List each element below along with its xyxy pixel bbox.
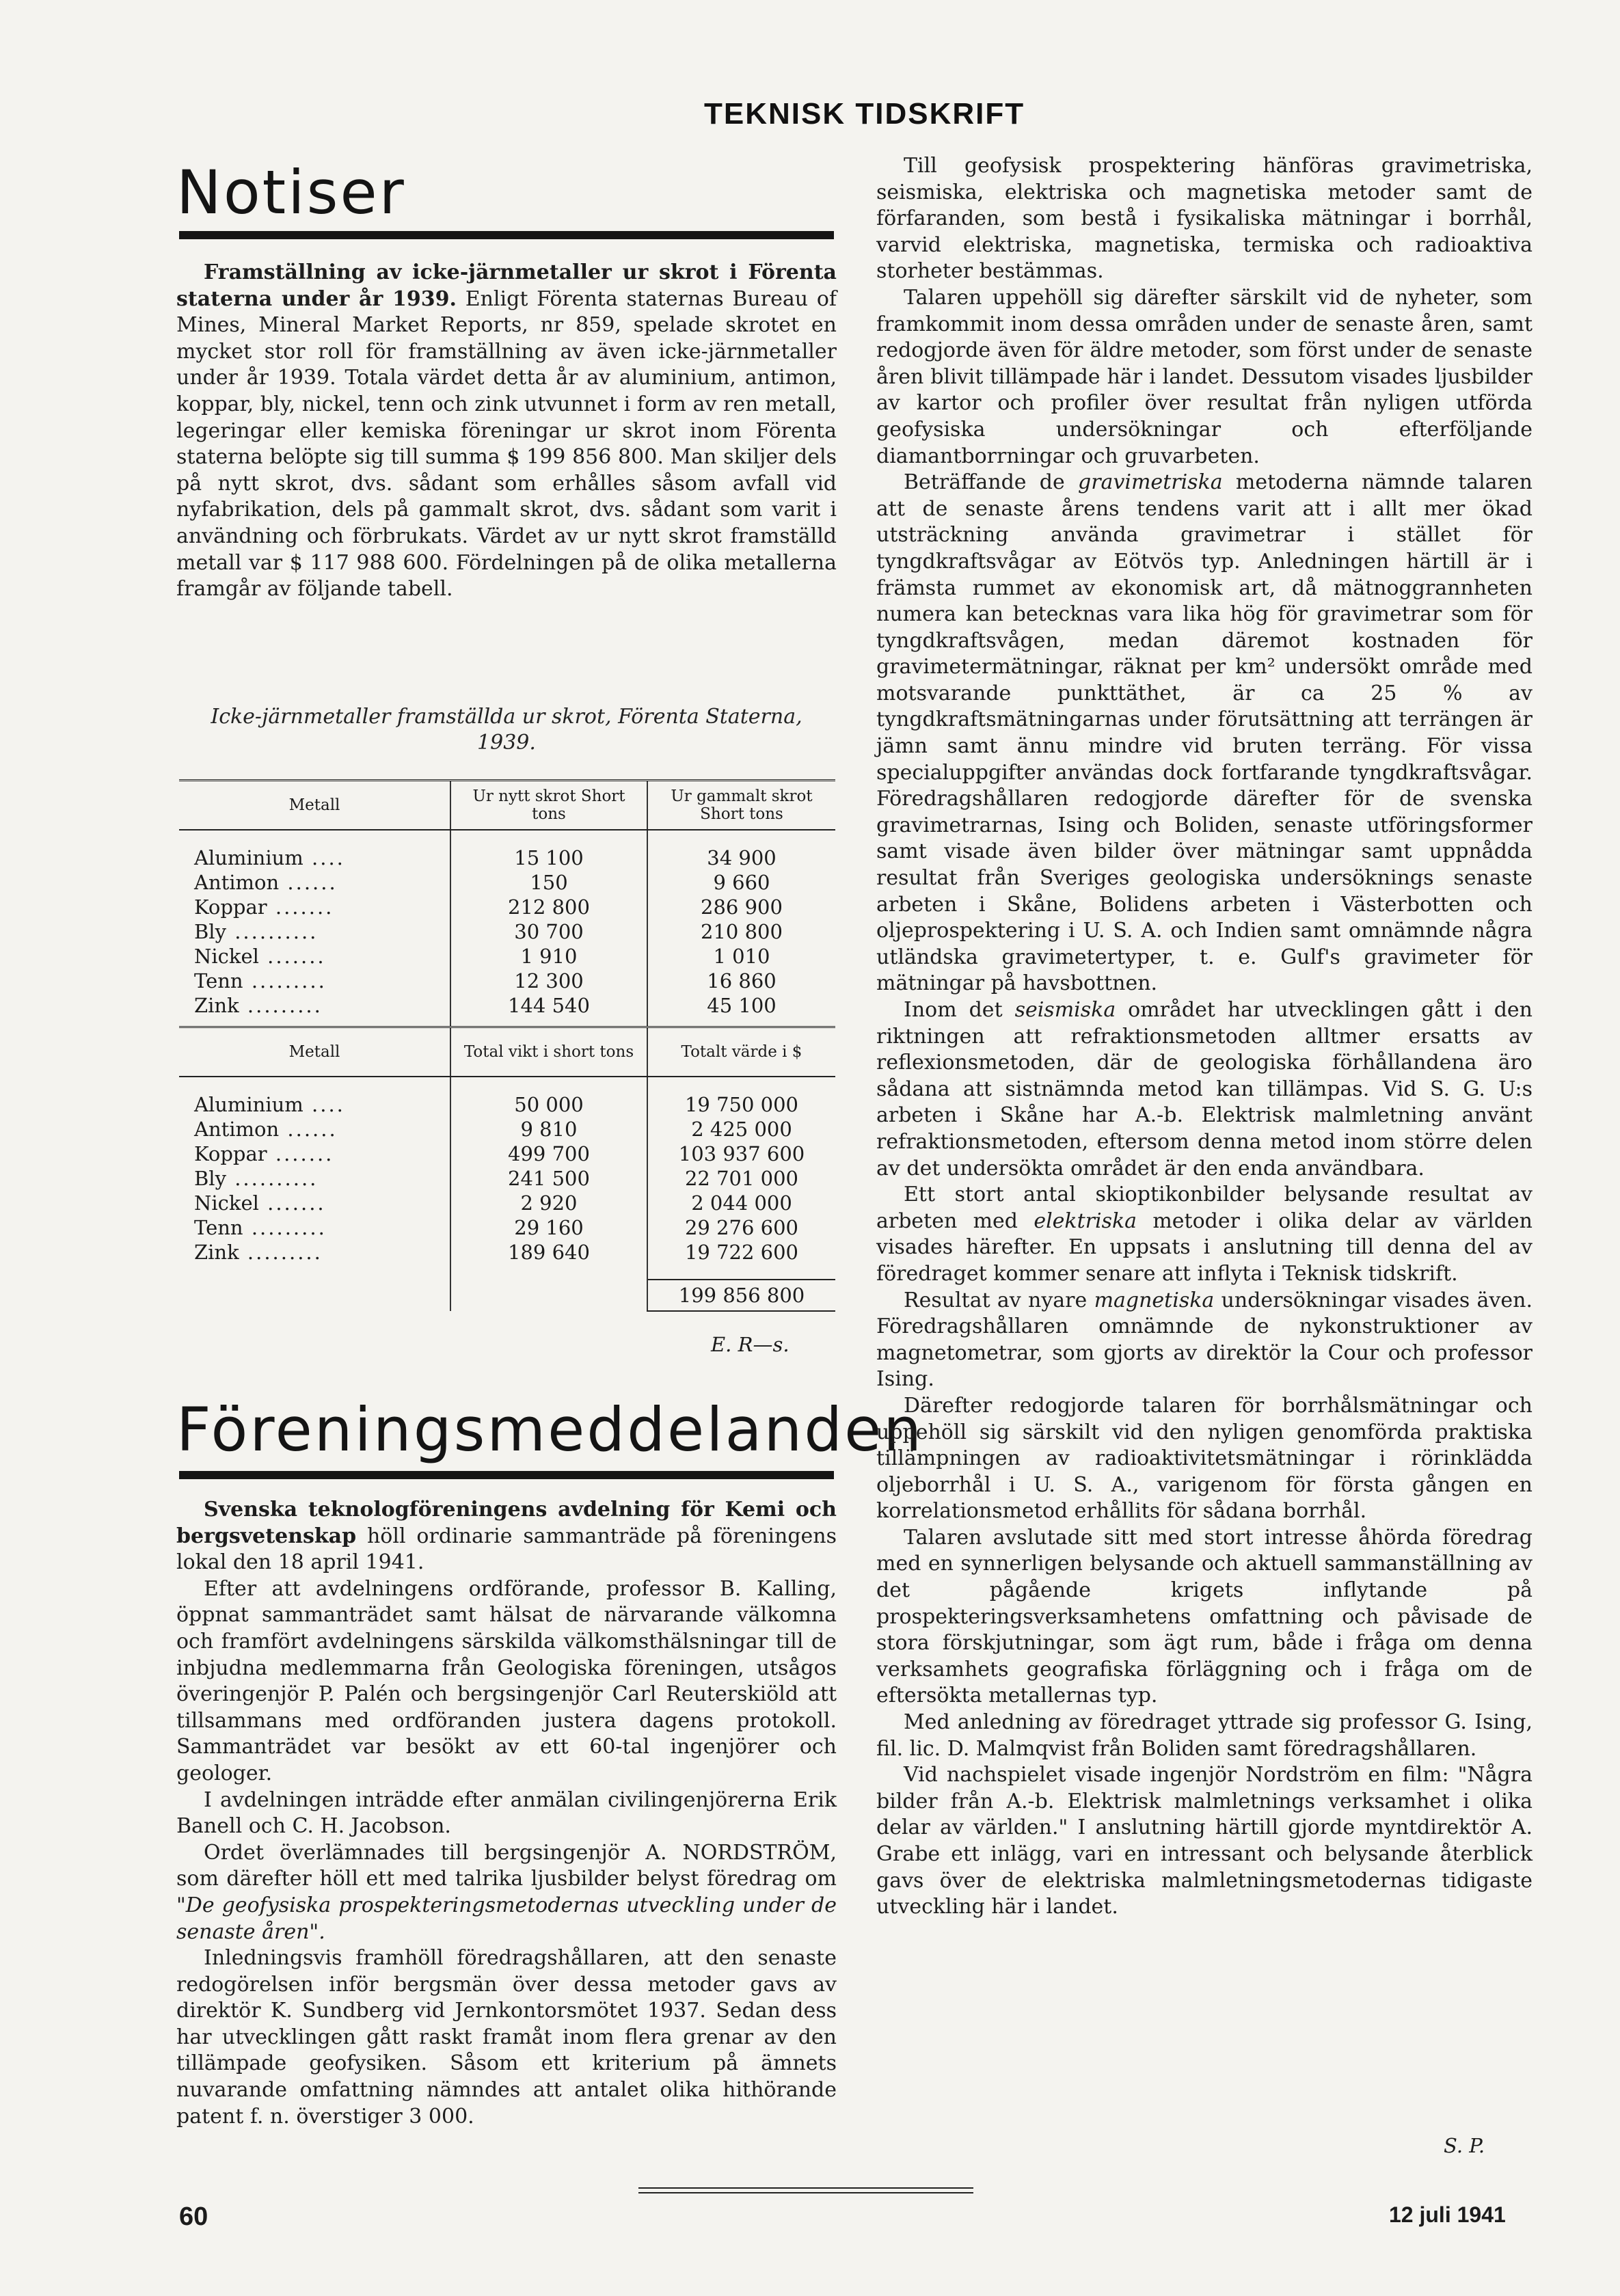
col-header-old-scrap: Ur gammalt skrot Short tons [647, 781, 835, 830]
right-paragraph-10: Vid nachspielet visade ingenjör Nordström en film: "Några bilder från A.-b. Elektrisk malmletnings verksamhet i olika delar av världen." I anslutning härtill gjorde myntdirektör A. Grabe ett inlägg, vari en intressant och belysande återblick gavs över de elektriska malmletningsmetodernas tidigaste utveckling här i landet. [876, 1763, 1533, 1919]
meeting-paragraph-1: Svenska teknologföreningens avdelning för Kemi och bergsvetenskap höll ordinarie sammanträde på föreningens lokal den 18 april 1941. [176, 1498, 837, 1575]
value-cell: 29 160 [450, 1215, 647, 1240]
right-paragraph-2: Talaren uppehöll sig därefter särskilt vid de nyheter, som framkommit inom dessa områden under de senaste åren, samt redogjorde även för äldre metoder, som först under de senaste åren blivit tillämpade här i landet. Dessutom visades ljusbilder av kartor och profiler över resultat från nyligen utförda geofysiska undersökningar och efterföljande diamantborrningar och gruvarbeten. [876, 285, 1533, 468]
lecture-title: "De geofysiska prospekteringsmetodernas utveckling under de senaste åren". [176, 1893, 837, 1944]
value-cell: 210 800 [647, 919, 835, 944]
value-cell: 50 000 [450, 1092, 647, 1117]
value-cell: 241 500 [450, 1166, 647, 1191]
foreningsmeddelanden-heading: Föreningsmeddelanden [176, 1394, 924, 1465]
article-meeting-continued [876, 153, 1533, 1921]
value-cell: 212 800 [450, 895, 647, 919]
table-row [179, 944, 835, 969]
col-header-metal-2: Metall [179, 1027, 450, 1077]
value-cell: 499 700 [450, 1142, 647, 1166]
value-cell: 16 860 [647, 969, 835, 993]
right-paragraph-8: Talaren avslutade sitt med stort intresse åhörda föredrag med en synnerligen belysande och aktuell sammanställning av det pågående krigets inflytande på prospekteringsverksamhetens omfattning och påvisade de stora förskjutningar, som ägt rum, både i fråga om denna verksamhets geografiska förläggning och i fråga om de eftersökta metallernas typ. [876, 1525, 1533, 1708]
right-paragraph-1: Till geofysisk prospektering hänföras gravimetriska, seismiska, elektriska och magnetiska metoder samt de förfaranden, som bestå i fysikaliska mätningar i borrhål, varvid elektriska, magnetiska, termiska och radioaktiva storheter bestämmas. [876, 154, 1533, 284]
value-cell: 19 722 600 [647, 1240, 835, 1265]
metal-name: Koppar ....... [194, 895, 334, 919]
metal-name: Nickel ....... [194, 1191, 326, 1215]
article-scrap-metals [176, 260, 837, 603]
page-number: 60 [179, 2202, 208, 2231]
signature-sp: S. P. [1444, 2134, 1485, 2157]
right-paragraph-6: Resultat av nyare magnetiska undersökningar visades även. Föredragshållaren omnämnde de nykonstruktioner av magnetometrar, som gjorts av direktör la Cour och professor Ising. [876, 1288, 1533, 1392]
right-paragraph-3: Beträffande de gravimetriska metoderna nämnde talaren att de senaste årens tendens varit att i allt mer ökad utsträckning använda gravimetrar i stället för tyngdkraftsvågar av Eötvös typ. Anledningen härtill är i främsta rummet av ekonomisk art, då mätnoggrannheten numera kan betecknas vara lika hög för gravimetrar som för tyngdkraftsvågen, medan däremot kostnaden för gravimetermätningar, räknat per km² undersökt område med motsvarande punkttäthet, är ca 25 % av tyngdkraftsmätningarnas under förutsättning att terrängen är jämn samt ännu mindre vid bruten terräng. För vissa specialuppgifter användas dock fortfarande tyngdkraftsvågar. Föredragshållaren redogjorde därefter för de svenska gravimetrarnas, Ising och Boliden, senaste utföringsformer samt visade även bilder över mätningar samt uppnådda resultat från Sveriges geologiska undersöknings senaste arbeten i Skåne, Bolidens arbeten i Västerbotten och oljeprospektering i U. S. A. och Indien samt omnämnde några utländska gravimetertyper, t. e. Gulf's gravimeter för mätningar på havsbottnen. [876, 470, 1533, 996]
footer-rule [638, 2187, 973, 2193]
value-cell: 12 300 [450, 969, 647, 993]
table-caption-line1: Icke-järnmetaller framställda ur skrot, Förenta Staterna, [211, 705, 802, 729]
table-row [179, 969, 835, 993]
value-cell: 2 920 [450, 1191, 647, 1215]
metal-name: Antimon ...... [194, 1118, 338, 1141]
table-row [179, 846, 835, 870]
value-cell: 1 910 [450, 944, 647, 969]
table-row [179, 919, 835, 944]
metal-name: Bly .......... [194, 1167, 319, 1190]
metal-name: Bly .......... [194, 920, 319, 943]
article-lead: Framställning av icke-järnmetaller ur skrot i Förenta staterna under år 1939. [176, 260, 837, 311]
value-cell: 30 700 [450, 919, 647, 944]
right-paragraph-5: Ett stort antal skioptikonbilder belysande resultat av arbeten med elektriska metoder i olika delar av världen visades härefter. En uppsats i anslutning till denna del av föredraget kommer senare att inflyta i Teknisk tidskrift. [876, 1183, 1533, 1286]
issue-date: 12 juli 1941 [1389, 2202, 1506, 2227]
value-cell: 22 701 000 [647, 1166, 835, 1191]
value-cell: 29 276 600 [647, 1215, 835, 1240]
metal-name: Zink ......... [194, 1241, 323, 1264]
value-cell: 189 640 [450, 1240, 647, 1265]
metal-name: Aluminium .... [194, 1093, 345, 1116]
table-row [179, 1166, 835, 1191]
metals-table [179, 779, 835, 1312]
meeting-paragraph-4: Ordet överlämnades till bergsingenjör A. NORDSTRÖM, som därefter höll ett med talrika ljusbilder belyst föredrag om "De geofysiska prospekteringsmetodernas utveckling under de senaste åren". [176, 1840, 837, 1944]
metal-name: Tenn ......... [194, 969, 327, 992]
value-cell: 2 044 000 [647, 1191, 835, 1215]
value-cell: 103 937 600 [647, 1142, 835, 1166]
table-row [179, 870, 835, 895]
table-row [179, 1240, 835, 1265]
metal-name: Antimon ...... [194, 871, 338, 894]
table-row [179, 1117, 835, 1142]
metal-name: Aluminium .... [194, 846, 345, 869]
article-text: Enligt Förenta staternas Bureau of Mines, Mineral Market Reports, nr 859, spelade skrotet en mycket stor roll för framställning av även icke-järnmetaller under år 1939. Totala värdet detta år av aluminium, antimon, koppar, bly, nickel, tenn och zink utvunnet i form av ren metall, legeringar eller kemiska föreningar ur skrot inom Förenta staterna belöpte sig till summa $ 199 856 800. Man skiljer dels på nytt skrot, dvs. sådant som erhålles såsom avfall vid nyfabrikation, dels på gammalt skrot, dvs. sådant som varit i användning och förbrukats. Värdet av ur nytt skrot framställd metall var $ 117 988 600. Fördelningen på de olika metallerna framgår av följande tabell. [176, 286, 837, 602]
value-cell: 34 900 [647, 846, 835, 870]
value-cell: 144 540 [450, 993, 647, 1018]
metal-name: Koppar ....... [194, 1142, 334, 1165]
value-cell: 45 100 [647, 993, 835, 1018]
value-cell: 9 810 [450, 1117, 647, 1142]
col-header-new-scrap: Ur nytt skrot Short tons [450, 781, 647, 830]
value-cell: 15 100 [450, 846, 647, 870]
meeting-paragraph-3: I avdelningen inträdde efter anmälan civilingenjörerna Erik Banell och C. H. Jacobson. [176, 1787, 837, 1839]
table-row [179, 993, 835, 1018]
right-paragraph-7: Därefter redogjorde talaren för borrhålsmätningar och uppehöll sig särskilt vid den nyligen genomförda praktiska tillämpningen av radioaktivitetsmätningar i rörinklädda oljeborrhål i U. S. A., varigenom för första gången en korrelationsmetod erhållits för sådana borrhål. [876, 1393, 1533, 1524]
article-meeting [176, 1497, 837, 2130]
col-header-metal: Metall [179, 781, 450, 830]
meeting-paragraph-5: Inledningsvis framhöll föredragshållaren, att den senaste redogörelsen inför bergsmän över dessa metoder gavs av direktör K. Sundberg vid Jernkontorsmötet 1937. Sedan dess har utvecklingen gått raskt framåt inom flera grenar av den tillämpade geofysiken. Såsom ett kriterium på ämnets nuvarande omfattning nämndes att antalet olika hithörande patent f. n. överstiger 3 000. [176, 1946, 837, 2129]
meeting-lead: Svenska teknologföreningens avdelning för Kemi och bergsvetenskap [176, 1498, 837, 1548]
value-cell: 9 660 [647, 870, 835, 895]
table-row [179, 1092, 835, 1117]
value-cell: 19 750 000 [647, 1092, 835, 1117]
table-row [179, 895, 835, 919]
table-row [179, 1215, 835, 1240]
meeting-paragraph-2: Efter att avdelningens ordförande, professor B. Kalling, öppnat sammanträdet samt hälsat de närvarande välkomna och framfört avdelningens särskilda välkomsthälsningar till de inbjudna medlemmarna från Geologiska föreningen, utsågos överingenjör P. Palén och bergsingenjör Carl Reuterskiöld att tillsammans med ordföranden justera dagens protokoll. Sammanträdet var besökt av ett 60-tal ingenjörer och geologer. [176, 1576, 837, 1785]
value-cell: 286 900 [647, 895, 835, 919]
article-paragraph [176, 260, 837, 603]
table-caption [176, 704, 837, 756]
heading-rule [179, 231, 834, 239]
col-header-total-value: Totalt värde i $ [647, 1027, 835, 1077]
metal-name: Zink ......... [194, 994, 323, 1017]
notiser-heading: Notiser [176, 157, 406, 228]
value-cell: 1 010 [647, 944, 835, 969]
journal-masthead: TEKNISK TIDSKRIFT [704, 97, 1025, 131]
metal-name: Nickel ....... [194, 945, 326, 968]
signature-er: E. R—s. [711, 1333, 789, 1356]
heading-rule-2 [179, 1471, 834, 1479]
col-header-total-weight: Total vikt i short tons [450, 1027, 647, 1077]
table-total: 199 856 800 [647, 1280, 835, 1311]
value-cell: 2 425 000 [647, 1117, 835, 1142]
right-paragraph-9: Med anledning av föredraget yttrade sig professor G. Ising, fil. lic. D. Malmqvist från Boliden samt föredragshållaren. [876, 1710, 1533, 1761]
table-row [179, 1191, 835, 1215]
value-cell: 150 [450, 870, 647, 895]
right-paragraph-4: Inom det seismiska området har utvecklingen gått i den riktningen att refraktionsmetoden alltmer ersatts av reflexionsmetoden, där de geologiska förhållandena äro sådana att sistnämnda metod kan tillämpas. Vid S. G. U:s arbeten i Skåne har A.-b. Elektrisk malmletning använt refraktionsmetoden, eftersom denna metod inom större delen av det undersökta området är den enda användbara. [876, 998, 1533, 1180]
table-caption-line2: 1939. [477, 731, 536, 755]
metal-name: Tenn ......... [194, 1216, 327, 1239]
table-row [179, 1142, 835, 1166]
